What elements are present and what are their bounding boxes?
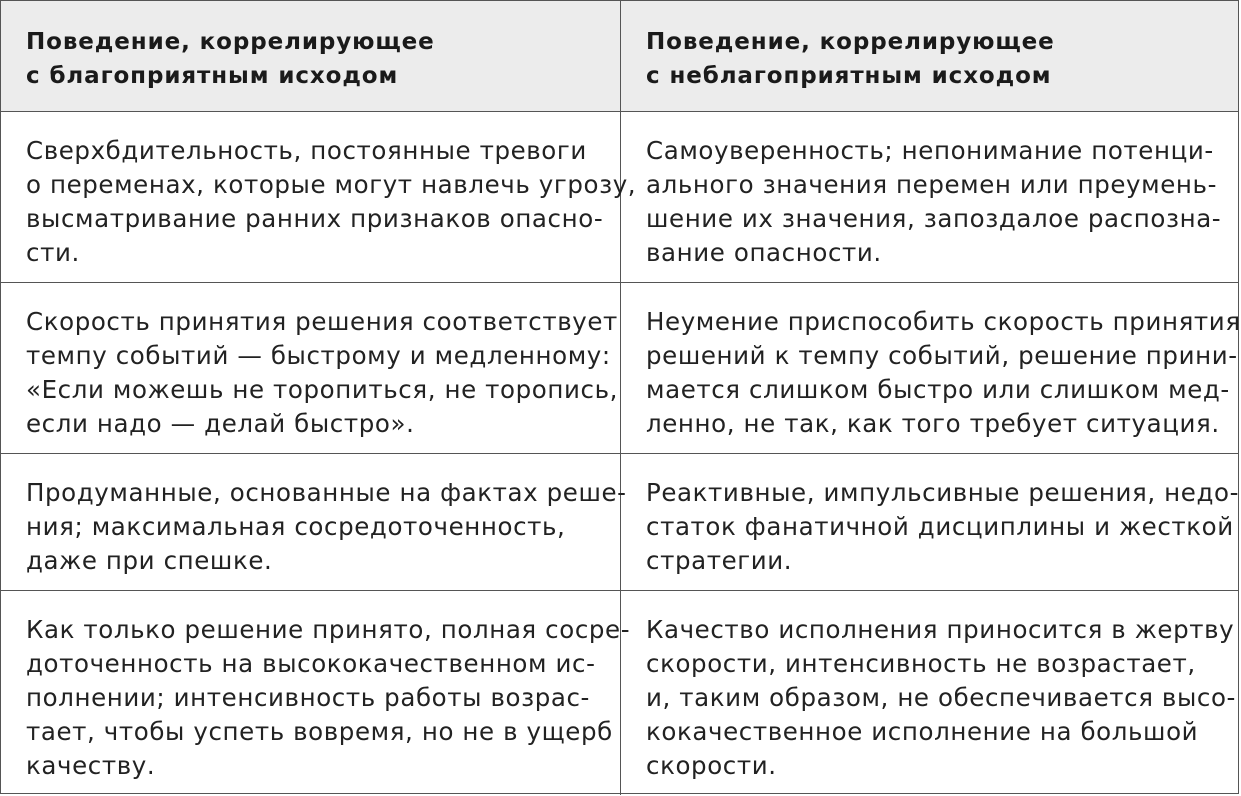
cell-favorable [1, 591, 631, 795]
cell-favorable [1, 112, 637, 282]
cell-line: тает, чтобы успеть вовремя, но не в ущерб [26, 717, 613, 746]
cell-line: Самоуверенность; непонимание потенци- [646, 136, 1214, 165]
cell-line: Скорость принятия решения соответствует [26, 307, 618, 336]
cell-line: скорости. [646, 751, 777, 780]
header-line: Поведение, коррелирующее [646, 29, 1055, 55]
cell-line: Как только решение принято, полная сосре- [26, 615, 631, 644]
cell-line: Неумение приспособить скорость принятия [646, 307, 1241, 336]
cell-line: мается слишком быстро или слишком мед- [646, 375, 1230, 404]
header-line: с неблагоприятным исходом [646, 63, 1052, 89]
header-line: с благоприятным исходом [26, 63, 399, 89]
cell-favorable [1, 283, 621, 453]
table-row [1, 283, 1241, 454]
cell-line: «Если можешь не торопиться, не торопись, [26, 375, 619, 404]
cell-line: высматривание ранних признаков опасно- [26, 204, 604, 233]
cell-unfavorable [621, 454, 1238, 590]
cell-line: Реактивные, импульсивные решения, недо- [646, 478, 1240, 507]
cell-unfavorable [621, 112, 1238, 282]
cell-line: сти. [26, 238, 80, 267]
cell-line: вание опасности. [646, 238, 882, 267]
header-favorable [1, 1, 621, 111]
cell-line: доточенность на высококачественном ис- [26, 649, 596, 678]
cell-line: даже при спешке. [26, 546, 273, 575]
cell-line: темпу событий — быстрому и медленному: [26, 341, 611, 370]
header-unfavorable [621, 1, 1238, 111]
cell-line: и, таким образом, не обеспечивается высо- [646, 683, 1237, 712]
table-row [1, 112, 1238, 283]
cell-line: ния; максимальная сосредоточенность, [26, 512, 566, 541]
header-line: Поведение, коррелирующее [26, 29, 435, 55]
cell-line: Сверхбдительность, постоянные тревоги [26, 136, 587, 165]
cell-line: ленно, не так, как того требует ситуация. [646, 409, 1220, 438]
cell-line: статок фанатичной дисциплины и жесткой [646, 512, 1234, 541]
cell-line: решений к темпу событий, решение прини- [646, 341, 1238, 370]
cell-line: кокачественное исполнение на большой [646, 717, 1199, 746]
cell-line: стратегии. [646, 546, 793, 575]
cell-unfavorable [621, 283, 1241, 453]
table-row [1, 454, 1238, 591]
cell-line: о переменах, которые могут навлечь угрозу, [26, 170, 637, 199]
cell-line: скорости, интенсивность не возрастает, [646, 649, 1196, 678]
cell-line: если надо — делай быстро». [26, 409, 415, 438]
cell-line: ального значения перемен или преумень- [646, 170, 1218, 199]
cell-line: Продуманные, основанные на фактах реше- [26, 478, 627, 507]
cell-line: Качество исполнения приносится в жертву [646, 615, 1235, 644]
cell-line: полнении; интенсивность работы возрас- [26, 683, 590, 712]
cell-unfavorable [621, 591, 1238, 795]
cell-line: шение их значения, запоздалое распозна- [646, 204, 1222, 233]
table-row [1, 591, 1238, 795]
cell-favorable [1, 454, 627, 590]
table-header-row [1, 1, 1238, 112]
cell-line: качеству. [26, 751, 156, 780]
